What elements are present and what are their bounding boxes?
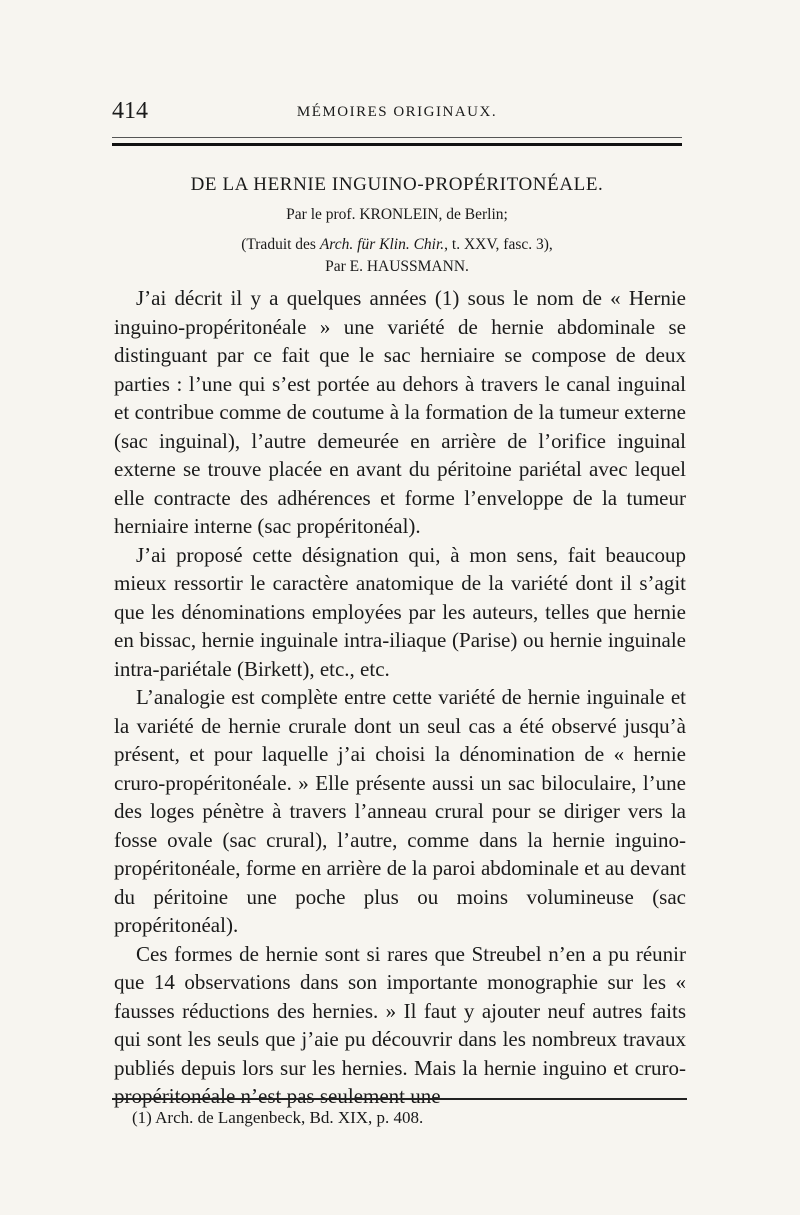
paragraph-4: Ces formes de hernie sont si rares que Streubel n’en a pu réunir que 14 observations dans son importante monographie sur les « fausses réductions des hernies. » Il faut y ajouter neuf autres faits qui sont les seuls que j’aie pu découvrir dans les nombreux travaux publiés depuis lors sur les hernies. Mais la hernie inguino et cruro-propéritonéale n’est pas seulement une <box>114 941 686 1108</box>
byline-translator: Par E. HAUSSMANN. <box>325 258 469 275</box>
byline-author: Par le prof. KRONLEIN, de Berlin; <box>286 206 508 223</box>
footnote-rule <box>112 1098 687 1100</box>
paragraph-3: L’analogie est complète entre cette variété de hernie inguinale et la variété de hernie crurale dont un seul cas a été observé jusqu’à présent, et pour laquelle j’ai choisi la dénomination de « hernie cruro-propéritonéale. » Elle présente aussi un sac biloculaire, l’une des loges pénètre à travers l’anneau crural pour se diriger vers la fosse ovale (sac crural), l’autre, comme dans la hernie inguino-propéritonéale, forme en arrière de la paroi abdominale et au devant du péritoine une poche plus ou moins volumineuse (sac propéritonéal). <box>114 685 686 937</box>
translation-suffix: , t. XXV, fasc. 3), <box>444 236 553 253</box>
header-rule-thick <box>112 143 682 146</box>
running-title: MÉMOIRES ORIGINAUX. <box>296 104 498 120</box>
paragraph-1: J’ai décrit il y a quelques années (1) sous le nom de « Hernie inguino-propéritonéale » une variété de hernie abdominale se distinguant par ce fait que le sac herniaire se compose de deux parties : l’une qui s’est portée au dehors à travers le canal inguinal et contribue comme de coutume à la formation de la tumeur externe (sac inguinal), l’autre demeurée en arrière de l’orifice inguinal externe se trouve placée en avant du péritoine pariétal avec lequel elle contracte des adhérences et forme l’enveloppe de la tumeur herniaire interne (sac propéritonéal). <box>114 286 686 538</box>
header-rule-thin <box>112 137 682 138</box>
article-title: DE LA HERNIE INGUINO-PROPÉRITONÉALE. <box>190 174 604 195</box>
translation-source: Arch. für Klin. Chir. <box>319 236 445 253</box>
translation-prefix: (Traduit des <box>241 236 320 253</box>
running-head <box>112 98 682 128</box>
page-number: 414 <box>112 98 148 124</box>
footnote: (1) Arch. de Langenbeck, Bd. XIX, p. 408. <box>132 1108 424 1127</box>
paragraph-2: J’ai proposé cette désignation qui, à mon sens, fait beaucoup mieux ressortir le caractère anatomique de la variété dont il s’agit que les dénominations employées par les auteurs, telles que hernie en bissac, hernie inguinale intra-iliaque (Parise) ou hernie inguinale intra-pariétale (Birkett), etc., etc. <box>114 542 686 681</box>
body-text <box>114 284 686 1111</box>
byline-translation <box>112 236 682 254</box>
